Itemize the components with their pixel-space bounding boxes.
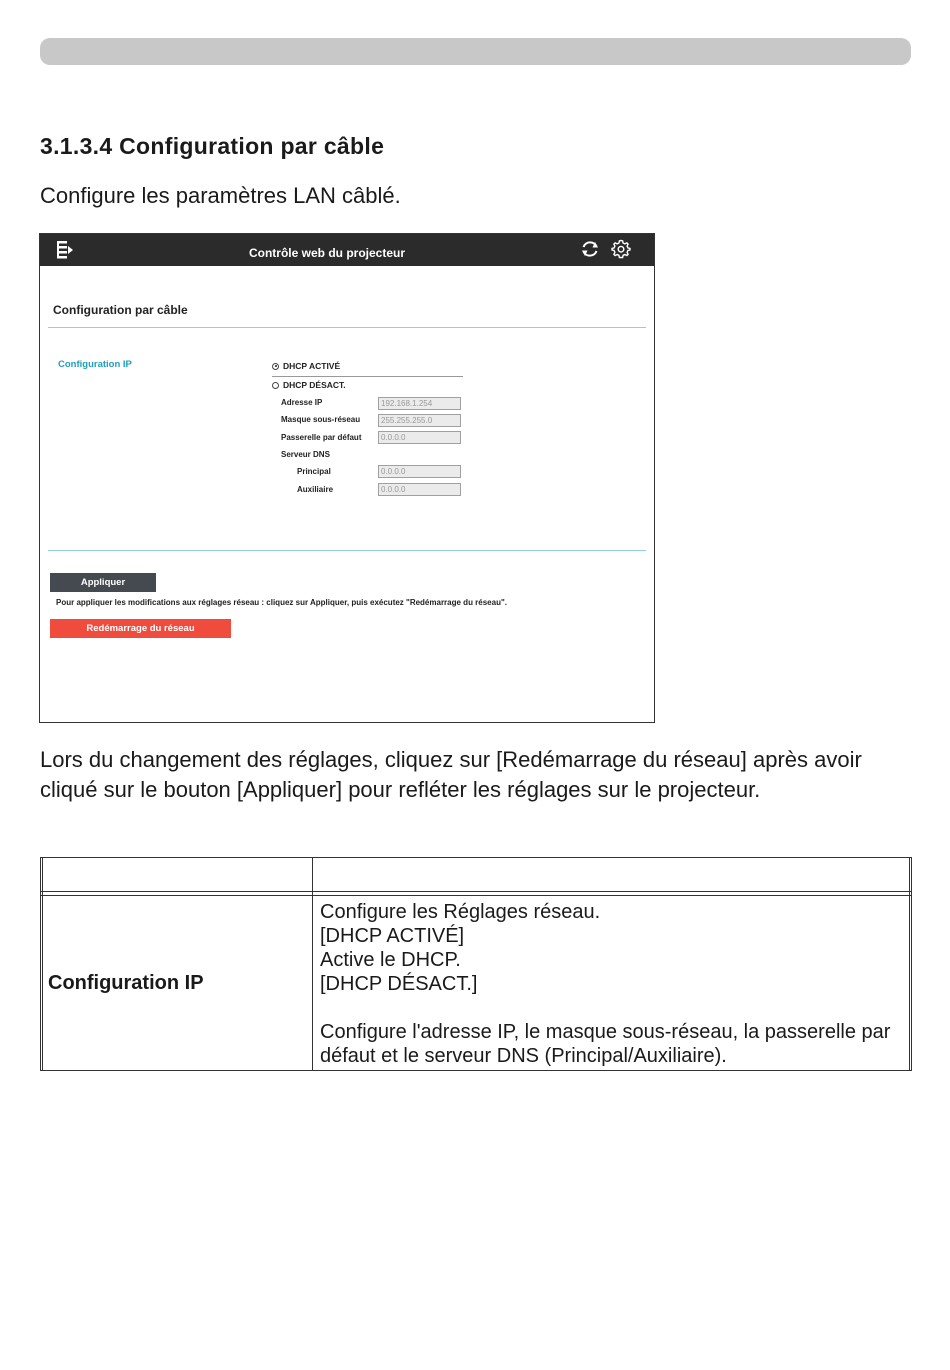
table-header-border [41,891,911,892]
config-page-title: Configuration par câble [53,303,188,317]
radio-checked-icon[interactable] [272,363,279,370]
instruction-paragraph: Lors du changement des réglages, cliquez sur [Redémarrage du réseau] après avoir cliqué sur le bouton [Appliquer] pour refléter les réglages sur le projecteur. [40,747,862,802]
subnet-mask-label: Masque sous-réseau [281,415,361,424]
dns-server-label: Serveur DNS [281,450,330,459]
table-border [909,858,910,1070]
table-column-border [312,858,313,1070]
dns-secondary-label: Auxiliaire [297,485,334,494]
desc-line: [DHCP ACTIVÉ] [320,925,465,947]
page-header-bar [40,38,911,65]
gateway-input[interactable] [378,431,461,444]
ip-config-label: Configuration IP [58,359,132,370]
table-header-border [41,895,911,896]
desc-blank [320,996,905,1020]
ip-address-label: Adresse IP [281,398,323,407]
network-restart-button[interactable]: Redémarrage du réseau [50,619,231,638]
web-control-screenshot [39,233,655,723]
app-header [40,234,654,266]
desc-line: Configure l'adresse IP, le masque sous-réseau, la passerelle par défaut et le serveur DNS (Principal/Auxiliaire). [320,1021,891,1067]
table-row-label: Configuration IP [48,972,204,994]
refresh-icon[interactable] [580,239,600,259]
dhcp-on-label: DHCP ACTIVÉ [283,361,341,371]
apply-note: Pour appliquer les modifications aux réglages réseau : cliquez sur Appliquer, puis exécutez "Redémarrage du réseau". [56,598,507,607]
dhcp-off-label: DHCP DÉSACT. [283,380,346,390]
app-title: Contrôle web du projecteur [248,246,405,260]
radio-unchecked-icon[interactable] [272,382,279,389]
divider [272,376,463,377]
gateway-label: Passerelle par défaut [281,433,362,442]
table-border [42,858,43,1070]
dhcp-on-radio[interactable] [272,361,340,371]
dhcp-off-radio[interactable] [272,380,346,390]
description-table [40,857,912,1071]
dns-primary-input[interactable] [378,465,461,478]
section-heading: 3.1.3.4 Configuration par câble [40,133,385,159]
divider [48,550,646,551]
apply-button[interactable]: Appliquer [50,573,156,592]
intro-text: Configure les paramètres LAN câblé. [40,183,401,208]
desc-line: Active le DHCP. [320,949,461,971]
gear-icon[interactable] [611,239,631,259]
dns-primary-label: Principal [297,467,331,476]
desc-line: [DHCP DÉSACT.] [320,973,478,995]
table-row-description [320,900,905,1068]
ip-address-input[interactable] [378,397,461,410]
subnet-mask-input[interactable] [378,414,461,427]
divider [48,327,646,328]
desc-line: Configure les Réglages réseau. [320,901,601,923]
dns-secondary-input[interactable] [378,483,461,496]
